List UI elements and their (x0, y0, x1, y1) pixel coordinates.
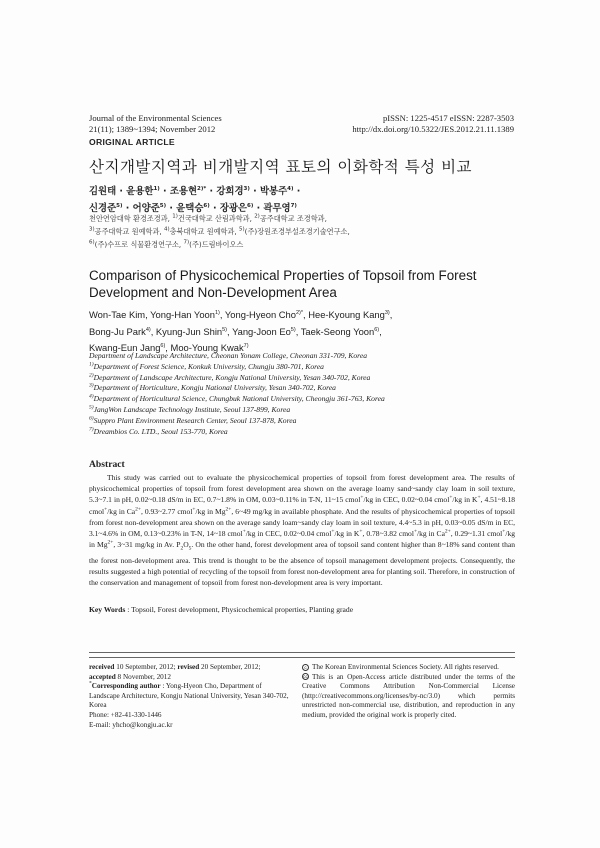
author-name: Yang-Joon Eo (232, 325, 291, 337)
author-name: Hee-Kyoung Kang (308, 309, 385, 320)
phone: Phone: +82-41-330-1446 (89, 710, 162, 719)
english-authors: Won-Tae Kim, Yong-Han Yoon$^{1)}$, Yong-Hyeon Cho$^{2)*}$, Hee-Kyoung Kang$^{3)}$, Bong-Ju Park$^{4)}$, Kyung-Jun Shin$^{5)}$, Yang-Joon Eo$^{5)}$, Taek-Seong Yoon$^{6)}$, Kwang-Eun Jang$^{6)}$, Moo-Young Kwak$^{7)}$ (89, 309, 393, 353)
history-dates: received 10 September, 2012; revised 20 September, 2012; (89, 663, 261, 671)
corresponding-author: *Corresponding author : Yong-Hyeon Cho, Department of Landscape Architecture, Kongju National University, Yesan 340-702, Korea (89, 680, 289, 710)
affiliation: $^{7)}$Dreambios Co. LTD., Seoul 153-770, Korea (89, 426, 228, 436)
footer-rule (89, 657, 515, 658)
journal-name: Journal of the Environmental Sciences (89, 113, 222, 123)
korean-affil-line: $^{3)}$공주대학교 원예학과, $^{4)}$충북대학교 원예학과, $^{5)}$(주)장원조경부설조경기술연구소, (89, 226, 350, 236)
copyright-line: c The Korean Environmental Sciences Society. All rights reserved. (302, 663, 515, 673)
affiliation: Department of Landscape Architecture, Cheonan Yonam College, Cheonan 331-709, Korea (89, 351, 367, 360)
author-name: Taek-Seong Yoon (300, 325, 375, 337)
affiliation: $^{5)}$JangWon Landscape Technology Institute, Seoul 137-899, Korea (89, 404, 291, 414)
affiliation: $^{6)}$Suppro Plant Environment Research Center, Seoul 137-878, Korea (89, 415, 297, 425)
article-history (89, 663, 289, 730)
korean-affil-line: $^{6)}$(주)수프로 식물환경연구소, $^{7)}$(주)드림바이오스 (89, 239, 244, 249)
affiliation: $^{4)}$Department of Horticultural Science, Chungbuk National University, Cheongju 361-763, Korea (89, 393, 385, 404)
keywords (89, 605, 515, 614)
author-name: Yong-Hyeon Cho (224, 309, 296, 320)
author-name: Yong-Han Yoon (150, 309, 215, 320)
journal-citation (89, 113, 222, 135)
abstract-heading: Abstract (89, 459, 125, 470)
author-name: Kwang-Eun Jang (89, 342, 161, 353)
volume-info: 21(11); 1389~1394; November 2012 (89, 124, 216, 134)
creative-commons-icon: cc (303, 674, 308, 680)
copyright-icon: c (302, 664, 309, 671)
korean-authors-line: 김원태 · 윤용한$^{1)}$ · 조용현$^{2)*}$ · 강희경$^{3)}$ · 박봉주$^{4)}$ · (89, 185, 301, 197)
footer-rule (89, 652, 515, 653)
korean-affil-line: 천안연암대학 환경조경과, $^{1)}$건국대학교 산림과학과, $^{2)}$공주대학교 조경학과, (89, 213, 327, 223)
article-type: ORIGINAL ARTICLE (89, 137, 175, 147)
korean-title: 산지개발지역과 비개발지역 표토의 이화학적 특성 비교 (89, 158, 473, 176)
affiliation: $^{3)}$Department of Horticulture, Kongju National University, Yesan 340-702, Korea (89, 382, 336, 393)
affiliation: $^{1)}$Department of Forest Science, Konkuk University, Chungju 380-701, Korea (89, 361, 324, 371)
keywords-text: : Topsoil, Forest development, Physicochemical properties, Planting grade (125, 605, 354, 614)
korean-authors-line: 신경준$^{5)}$ · 어양준$^{5)}$ · 윤택승$^{6)}$ · 장광은$^{6)}$ · 곽무영$^{7)}$ (89, 202, 297, 214)
korean-affiliations (89, 212, 529, 251)
copyright-notice (302, 663, 515, 721)
license-text: cc This is an Open-Access article distributed under the terms of the Creative Commons Attribution Non-Commercial License (http://creativecommons.org/licenses/by-nc/3.0) which permits unrestricted non-commercial use, distribution, and reproduction in any medium, provided the original work is properly cited. (302, 672, 515, 719)
accepted-date: accepted 8 November, 2012 (89, 672, 171, 681)
email[interactable]: E-mail: yhcho@kongju.ac.kr (89, 720, 173, 729)
affiliation: $^{2)}$Department of Landscape Architecture, Kongju National University, Yesan 340-702, Korea (89, 372, 371, 382)
author-name: Kyung-Jun Shin (155, 325, 223, 337)
english-affiliations (89, 351, 529, 437)
issn: pISSN: 1225-4517 eISSN: 2287-3503 (382, 113, 514, 123)
author-name: Won-Tae Kim (89, 309, 146, 320)
english-title: Comparison of Physicochemical Properties of Topsoil from Forest Development and Non-Development Area (89, 268, 477, 300)
abstract-body: This study was carried out to evaluate the physicochemical properties of topsoil from forest development area. The results of physicochemical properties of topsoil from forest development area shown on the average loamy sand~sandy clay loam in soil texture, 5.3~7.1 in pH, 0.02~0.18 dS/m in EC, 0.7~1.8% in OM, 0.03~0.11% in T-N, 11~15 cmol+/kg in CEC, 0.02~0.04 cmol+/kg in K+, 4.51~8.18 cmol+/kg in $Ca^{2+}$, 0.93~2.77 cmol+/kg in $Mg^{2+}$, 6~49 mg/kg in available phosphate. And the results of physicochemical properties of topsoil from forest non-development area shown on the average sandy loam~sandy clay loam in soil texture, 4.4~5.3 in pH, 0.03~0.05 dS/m in EC, 3.1~4.6% in OM, 0.13~0.23% in T-N, 14~18 cmol+/kg in CEC, 0.02~0.04 cmol+/kg in K+, 0.78~3.82 cmol+/kg in $Ca^{2+}$, 0.29~1.31 cmol+/kg in $Mg^{2+}$, 3~31 mg/kg in Av. $P_2O_5$. On the other hand, forest development area of topsoil sand content higher than 8~18% sand content than the forest non-development area. This trend is thought to be the absence of topsoil management development projects. Consequently, the results suggested a high potential of recycling of the topsoil from forest non-development area for planting soil. Therefore, in construction of the conservation and management of topsoil from forest non-development area is very important. (89, 473, 516, 588)
author-name: Moo-Young Kwak (170, 342, 244, 353)
doi-link[interactable]: http://dx.doi.org/10.5322/JES.2012.21.11.1389 (352, 124, 514, 134)
journal-identifiers (352, 113, 514, 135)
author-name: Bong-Ju Park (89, 325, 146, 337)
keywords-label: Key Words (89, 605, 126, 614)
